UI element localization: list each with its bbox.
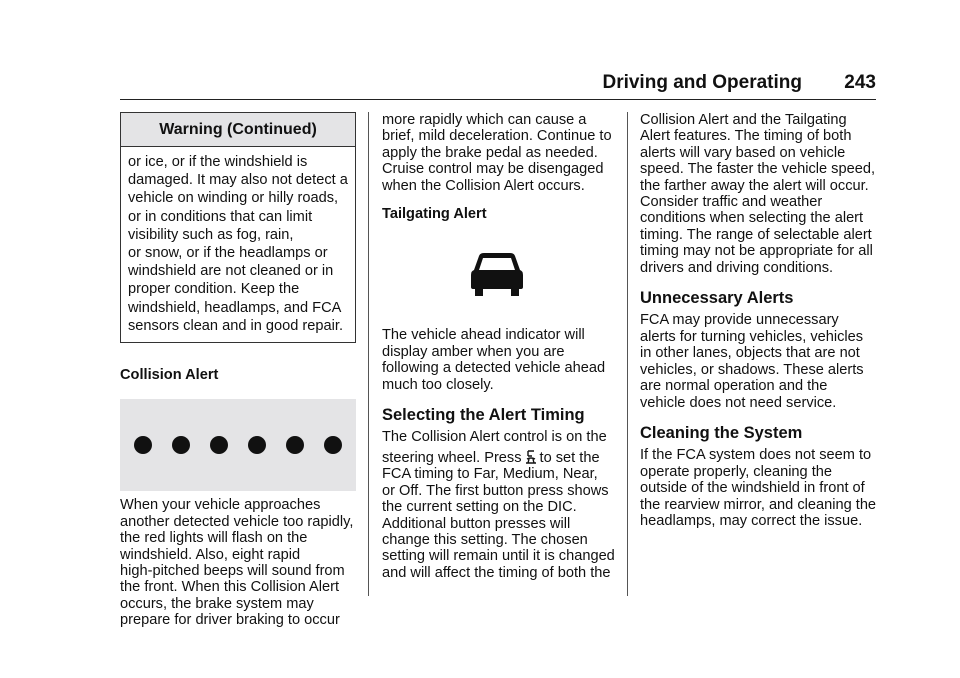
light-dot [172,436,190,454]
text-line: the current setting on the DIC. [382,499,577,516]
warning-line: or in conditions that can limit [128,208,313,225]
warning-line: vehicle on winding or hilly roads, [128,190,339,207]
warning-line: damaged. It may also not detect a [128,172,348,189]
warning-line: visibility such as fog, rain, [128,226,294,243]
text-line: apply the brake pedal as needed. [382,144,598,161]
text-fragment: steering wheel. Press [382,449,522,466]
text-line: the red lights will flash on the [120,530,308,547]
warning-title: Warning (Continued) [121,113,355,147]
text-line: alerts will vary based on vehicle [640,144,846,161]
text-line: outside of the windshield in front of [640,480,865,497]
warning-line: windshield are not cleaned or in [128,263,334,280]
text-line: Alert features. The timing of both [640,128,852,145]
vehicle-ahead-icon-wrap [382,222,612,327]
light-dot [134,436,152,454]
section-title: Driving and Operating [602,72,802,93]
header-rule [120,99,876,100]
tailgating-paragraph [382,327,612,393]
text-line: operate properly, cleaning the [640,463,833,480]
text-line: another detected vehicle too rapidly, [120,513,354,530]
text-line: windshield. Also, eight rapid [120,546,301,563]
collision-alert-paragraph [120,497,356,628]
text-line: occurs, the brake system may [120,595,314,612]
text-line: change this setting. The chosen [382,531,588,548]
warning-line: sensors clean and in good repair. [128,317,343,334]
text-line: The vehicle ahead indicator will [382,327,585,344]
column-divider [627,112,628,596]
vehicle-ahead-icon [470,252,524,298]
text-line: vehicles, or shadows. These alerts [640,361,864,378]
alert-timing-paragraph [382,429,615,581]
text-line: Cruise control may be disengaged [382,161,604,178]
text-line-with-icon [382,450,612,466]
column-1 [120,112,356,629]
text-line: the rearview mirror, and cleaning the [640,496,877,513]
text-line: the front. When this Collision Alert [120,579,340,596]
warning-body [121,147,355,342]
text-line: headlamps, may correct the issue. [640,512,863,529]
light-dot [324,436,342,454]
column-2 [382,112,615,581]
alert-timing-heading: Selecting the Alert Timing [382,406,585,425]
unnecessary-alerts-heading: Unnecessary Alerts [640,289,794,308]
text-line: setting will remain until it is changed [382,548,615,565]
column-divider [368,112,369,596]
text-line: conditions when selecting the alert [640,210,864,227]
text-line: in other lanes, objects that are not [640,345,860,362]
text-line: FCA may provide unnecessary [640,312,839,329]
text-line: alerts for turning vehicles, vehicles [640,328,864,345]
cleaning-heading: Cleaning the System [640,423,803,442]
text-fragment: to set the [539,449,600,466]
warning-line: proper condition. Keep the [128,281,300,298]
collision-alert-heading: Collision Alert [120,367,219,384]
page-header [120,70,876,100]
text-line: When your vehicle approaches [120,497,321,514]
red-lights-dots-icon [120,399,356,491]
unnecessary-alerts-paragraph [640,312,878,410]
warning-line: or ice, or if the windshield is [128,154,308,170]
cleaning-paragraph [640,447,878,529]
text-line: timing. The range of selectable alert [640,226,872,243]
warning-line: windshield, headlamps, and FCA [128,299,342,316]
column-3 [640,112,878,529]
warning-line: or snow, or if the headlamps or [128,245,328,262]
text-line: If the FCA system does not seem to [640,447,872,464]
text-line: timing may not be appropriate for all [640,243,873,260]
text-line: more rapidly which can cause a [382,112,587,128]
text-line: FCA timing to Far, Medium, Near, [382,466,598,483]
warning-box [120,112,356,343]
page-number: 243 [844,72,876,93]
text-line: speed. The faster the vehicle speed, [640,161,876,178]
text-line: display amber when you are [382,343,565,360]
text-line: vehicle does not need service. [640,394,837,411]
collision-alert-continued [382,112,612,194]
text-line: the farther away the alert will occur. [640,177,869,194]
collision-alert-timing-icon [524,450,538,464]
text-line: Consider traffic and weather [640,194,823,211]
light-dot [210,436,228,454]
text-line: Additional button presses will [382,515,571,532]
light-dot [248,436,266,454]
text-line: and will affect the timing of both the [382,564,611,581]
text-line: prepare for driver braking to occur [120,612,340,629]
text-line: drivers and driving conditions. [640,259,834,276]
alert-timing-continued [640,112,878,276]
light-dot [286,436,304,454]
text-line: brief, mild deceleration. Continue to [382,128,612,145]
text-line: when the Collision Alert occurs. [382,177,585,194]
text-line: much too closely. [382,376,494,393]
tailgating-alert-heading: Tailgating Alert [382,206,487,223]
text-line: or Off. The first button press shows [382,482,609,499]
text-line: high-pitched beeps will sound from [120,563,345,580]
text-line: are normal operation and the [640,378,828,395]
text-line: following a detected vehicle ahead [382,360,606,377]
text-line: Collision Alert and the Tailgating [640,112,847,128]
text-line: The Collision Alert control is on the [382,429,607,446]
